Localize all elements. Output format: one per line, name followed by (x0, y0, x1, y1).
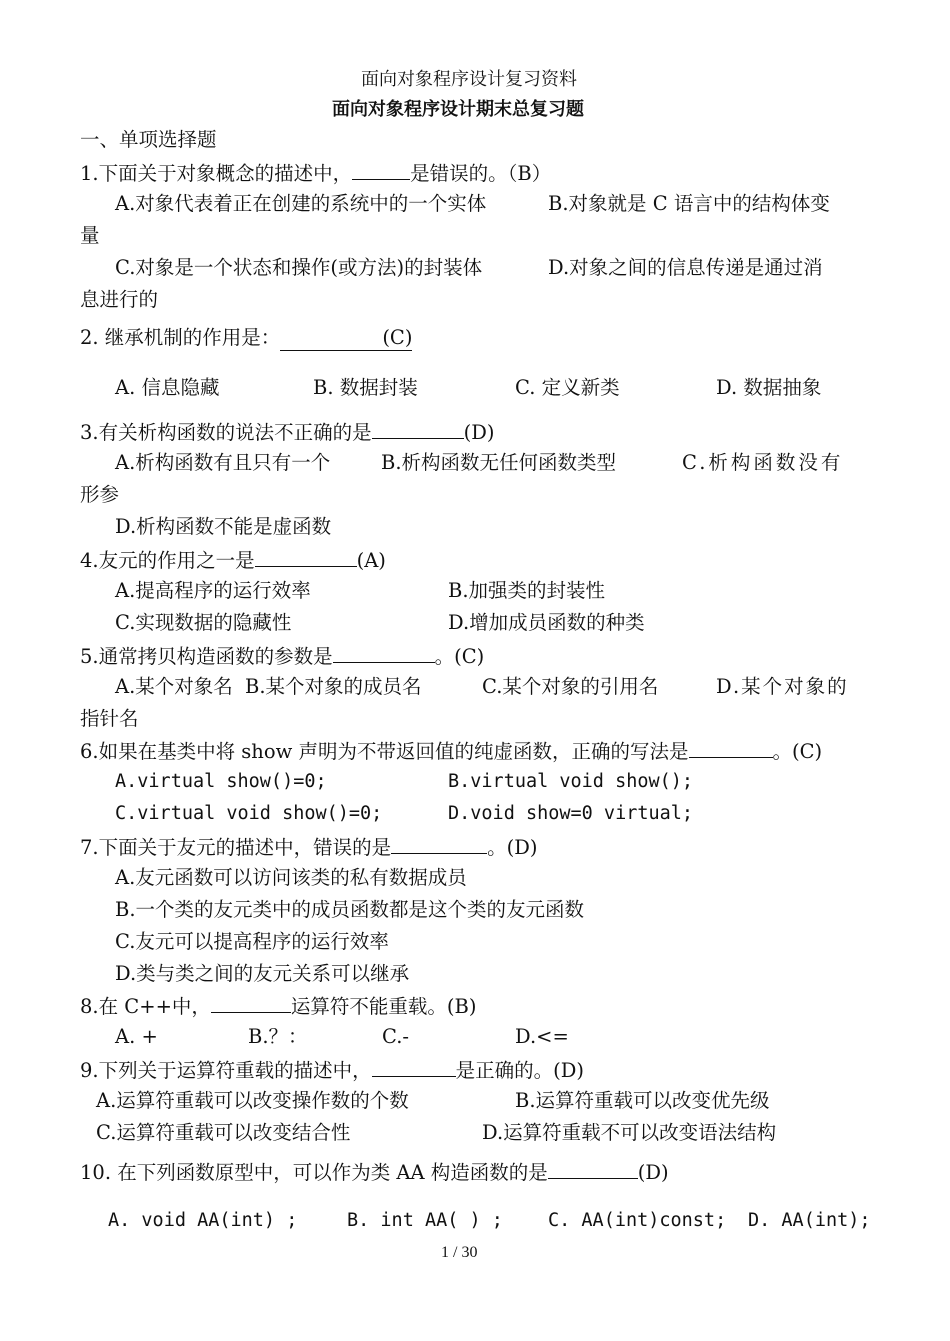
question-1-option-a: A.对象代表着正在创建的系统中的一个实体 (115, 192, 487, 215)
question-8-option-c: C.- (382, 1025, 410, 1048)
question-6-option-a: A.virtual show()=0; (115, 771, 327, 792)
question-7-option-b: B.一个类的友元类中的成员函数都是这个类的友元函数 (115, 898, 585, 921)
question-10-option-c: C. AA(int)const; (548, 1210, 727, 1231)
answer-blank (352, 162, 410, 180)
question-3-option-b: B.析构函数无任何函数类型 (381, 451, 617, 474)
answer-blank (391, 836, 487, 854)
question-4-stem: 4.友元的作用之一是 (A) (80, 549, 386, 572)
question-8-stem: 8.在 C++中， 运算符不能重载。(B) (80, 995, 477, 1018)
question-1-option-d-cont: 息进行的 (80, 288, 159, 311)
question-2-stem: 2. 继承机制的作用是： (C) (80, 326, 413, 349)
question-3-stem: 3.有关析构函数的说法不正确的是 (D) (80, 421, 495, 444)
question-7-option-d: D.类与类之间的友元关系可以继承 (115, 962, 410, 985)
question-7-option-c: C.友元可以提高程序的运行效率 (115, 930, 389, 953)
answer-blank (255, 549, 357, 567)
question-8-option-d: D.<= (515, 1025, 569, 1048)
question-3-option-a: A.析构函数有且只有一个 (115, 451, 331, 474)
question-10-option-d: D. AA(int); (748, 1210, 871, 1231)
question-6-option-c: C.virtual void show()=0; (115, 803, 383, 824)
section-heading: 一、单项选择题 (80, 128, 217, 151)
question-9-option-a: A.运算符重载可以改变操作数的个数 (96, 1089, 409, 1112)
question-4-option-d: D.增加成员函数的种类 (448, 611, 645, 634)
question-5-stem: 5.通常拷贝构造函数的参数是 。(C) (80, 645, 485, 668)
question-7-stem: 7.下面关于友元的描述中，错误的是 。(D) (80, 836, 538, 859)
question-9-stem: 9.下列关于运算符重载的描述中， 是正确的。(D) (80, 1059, 584, 1082)
document-title: 面向对象程序设计复习资料 (361, 69, 577, 90)
question-6-option-b: B.virtual void show(); (448, 771, 694, 792)
question-10-option-b: B. int AA( ) ; (347, 1210, 503, 1231)
answer-blank: (C) (280, 328, 412, 351)
question-5-option-b: B.某个对象的成员名 (245, 675, 422, 698)
answer-blank (333, 645, 435, 663)
question-5-option-d-cont: 指针名 (80, 707, 139, 730)
page-number: 1 / 30 (441, 1244, 478, 1261)
question-7-option-a: A.友元函数可以访问该类的私有数据成员 (115, 866, 467, 889)
question-8-option-a: A. + (115, 1025, 158, 1048)
question-2-option-c: C. 定义新类 (515, 376, 620, 399)
question-2-option-d: D. 数据抽象 (716, 376, 822, 399)
answer-blank (372, 1059, 456, 1077)
question-10-stem: 10. 在下列函数原型中，可以作为类 AA 构造函数的是 (D) (80, 1161, 669, 1184)
answer-blank (689, 740, 773, 758)
question-1-option-b-cont: 量 (80, 224, 100, 247)
answer-blank (211, 995, 291, 1013)
question-2-option-a: A. 信息隐藏 (115, 376, 220, 399)
question-8-option-b: B.？： (248, 1025, 308, 1048)
question-9-option-d: D.运算符重载不可以改变语法结构 (482, 1121, 777, 1144)
question-9-option-b: B.运算符重载可以改变优先级 (515, 1089, 770, 1112)
question-3-option-c: C.析构函数没有 (682, 451, 844, 474)
question-4-option-b: B.加强类的封装性 (448, 579, 606, 602)
question-1-stem: 1.下面关于对象概念的描述中， 是错误的。（B） (80, 162, 552, 185)
question-1-option-b: B.对象就是 C 语言中的结构体变 (548, 192, 830, 215)
question-5-option-c: C.某个对象的引用名 (482, 675, 659, 698)
question-6-option-d: D.void show=0 virtual; (448, 803, 694, 824)
question-4-option-c: C.实现数据的隐藏性 (115, 611, 292, 634)
question-5-option-d: D.某个对象的 (716, 675, 849, 698)
question-9-option-c: C.运算符重载可以改变结合性 (96, 1121, 351, 1144)
document-subtitle: 面向对象程序设计期末总复习题 (332, 99, 584, 120)
question-4-option-a: A.提高程序的运行效率 (115, 579, 311, 602)
answer-blank (372, 421, 464, 439)
question-1-option-c: C.对象是一个状态和操作(或方法)的封装体 (115, 256, 483, 279)
question-5-option-a: A.某个对象名 (115, 675, 233, 698)
question-10-option-a: A. void AA(int) ; (108, 1210, 298, 1231)
question-3-option-d: D.析构函数不能是虚函数 (115, 515, 332, 538)
question-1-option-d: D.对象之间的信息传递是通过消 (548, 256, 823, 279)
answer-blank (548, 1161, 638, 1179)
question-3-option-c-cont: 形参 (80, 483, 120, 506)
question-2-option-b: B. 数据封装 (313, 376, 418, 399)
question-6-stem: 6.如果在基类中将 show 声明为不带返回值的纯虚函数，正确的写法是 。(C) (80, 740, 823, 763)
